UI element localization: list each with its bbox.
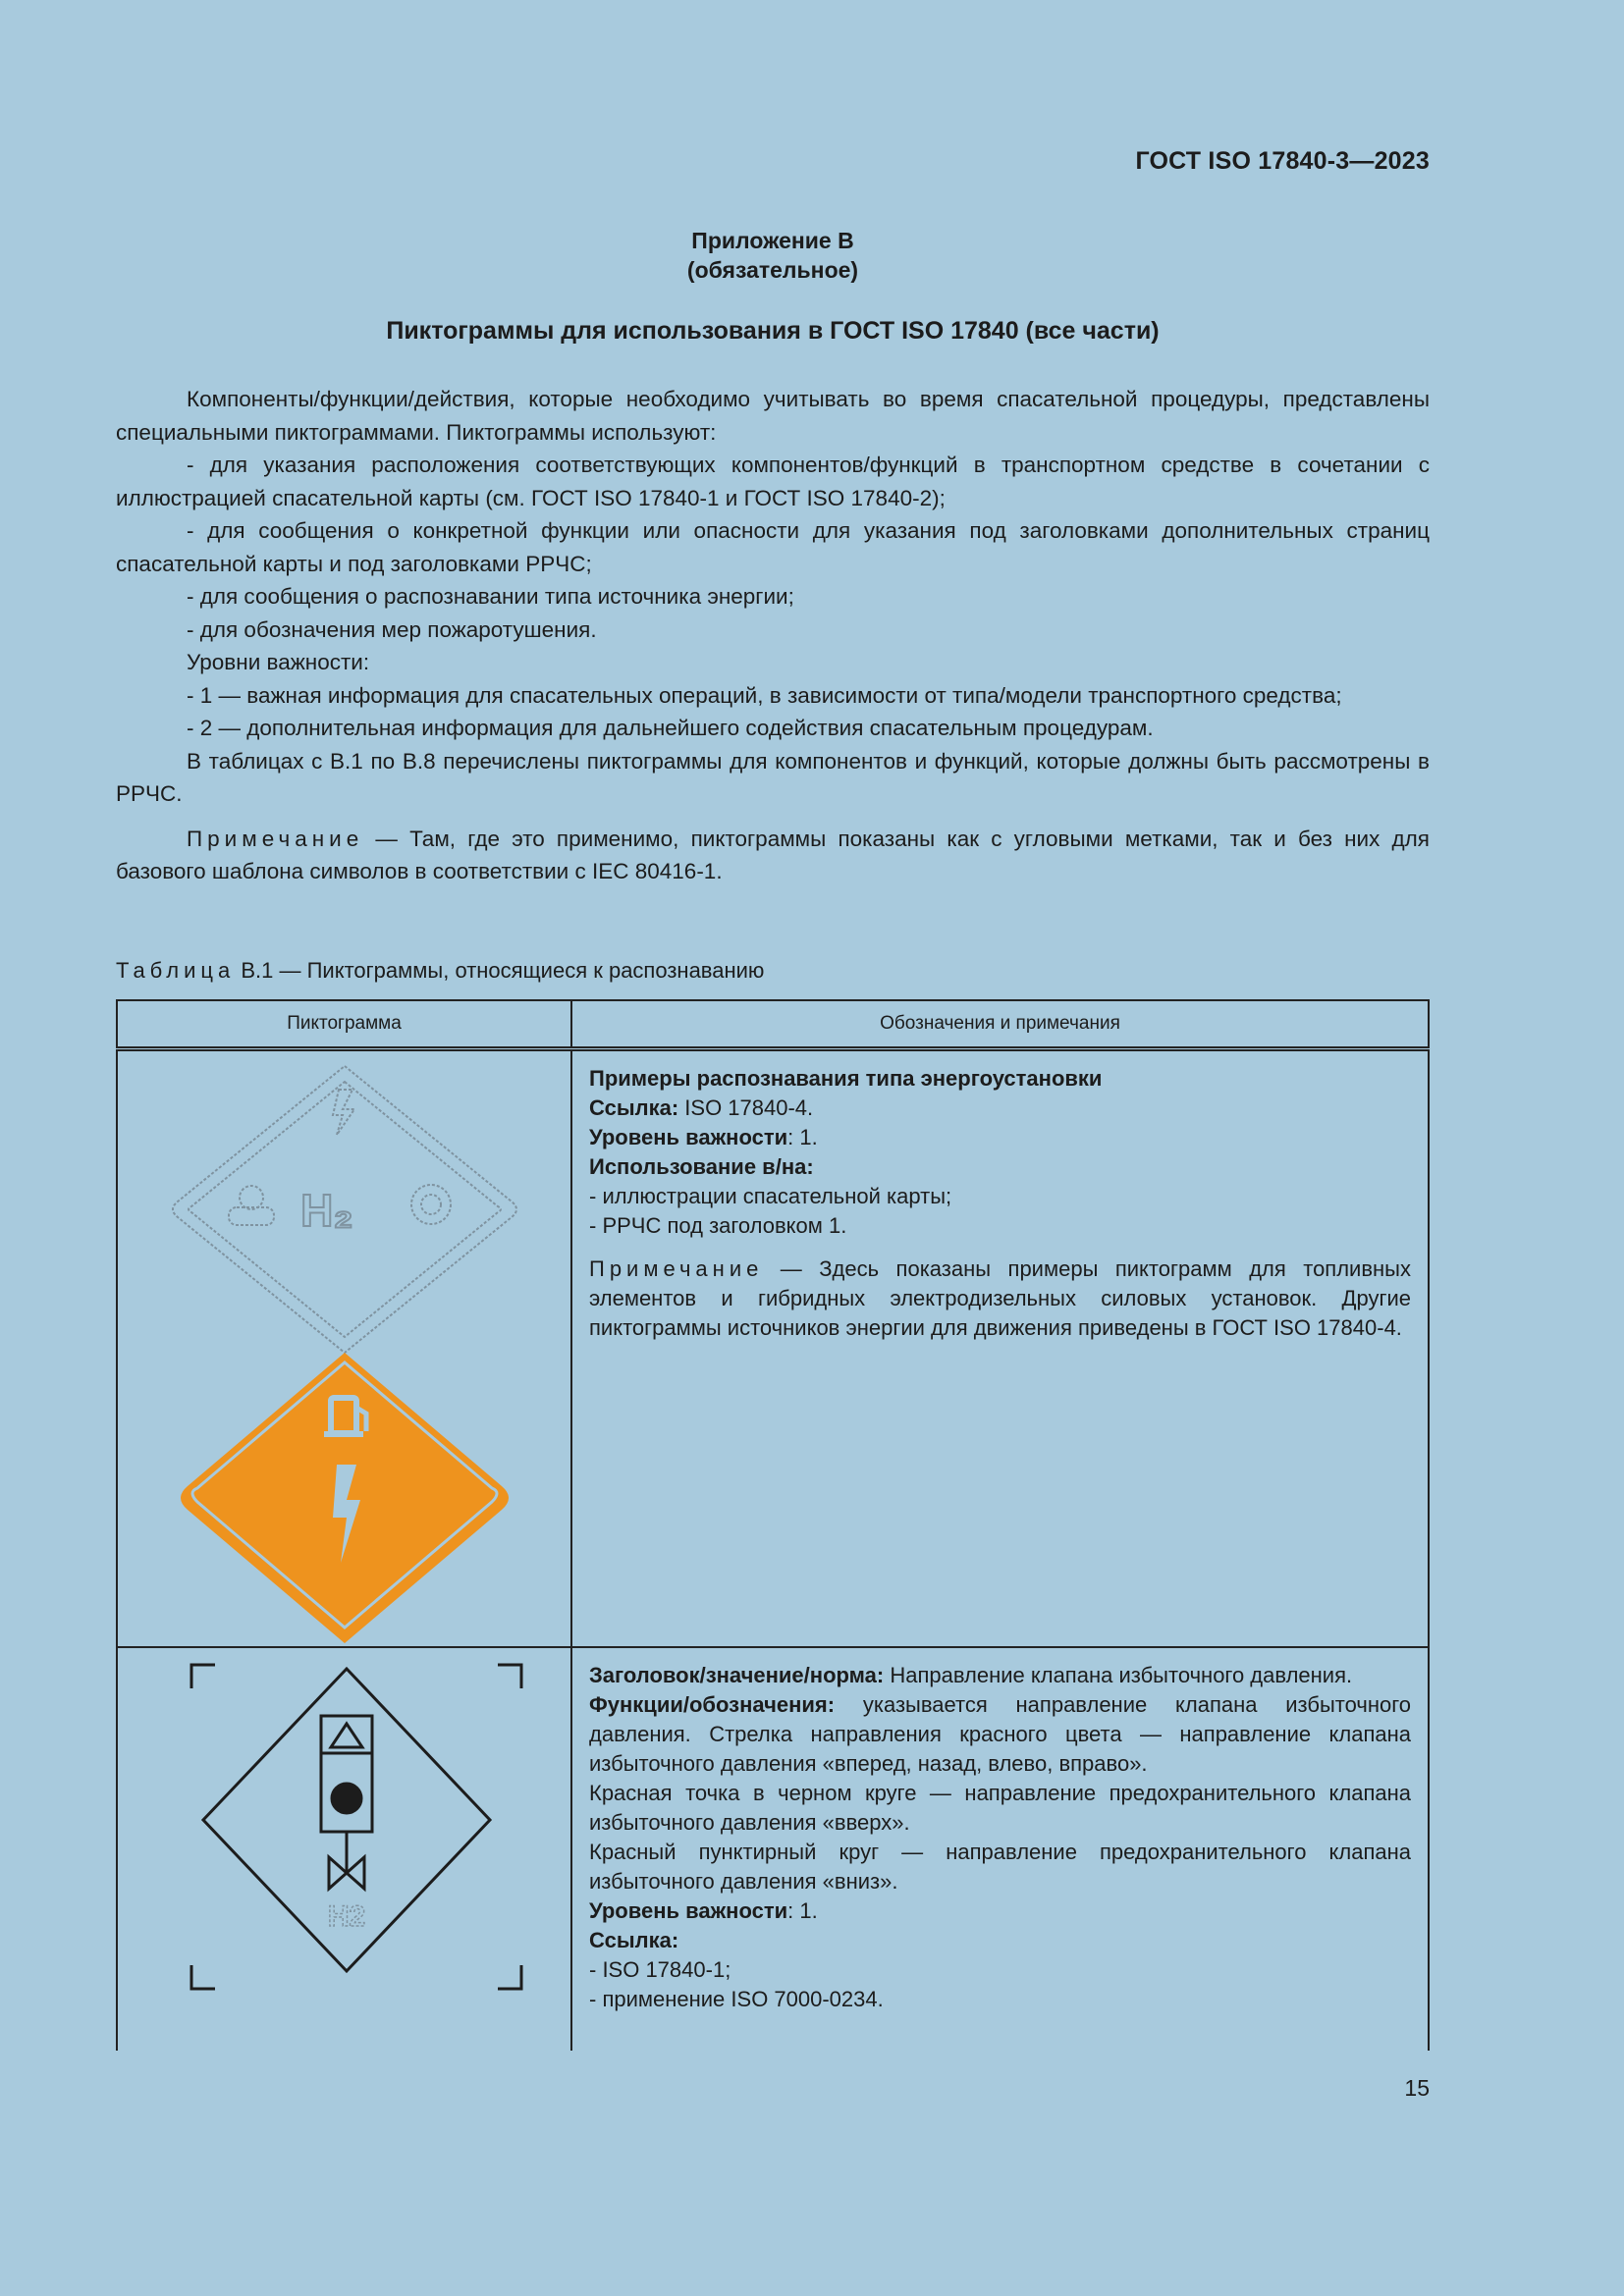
energy-type-pictograms [119,1052,569,1645]
paragraph: Уровни важности: [187,650,370,674]
reference-line [589,1094,1411,1123]
reference-label: Ссылка: [589,1095,679,1120]
heading-line [589,1661,1411,1690]
importance-label: Уровень важности [589,1125,788,1149]
column-header-pictogram: Пиктограмма [117,1000,571,1049]
pressure-relief-valve-pictogram [119,1649,569,2050]
function-value: указывается направление клапана избыточного давления. Стрелка направления красного цвета — направление клапана избыточного давления «вперед, назад, влево, вправо». [589,1692,1411,1776]
reference-item: - ISO 17840-1; [589,1957,731,1982]
paragraph: - 2 — дополнительная информация для дальнейшего содействия спасательным процедурам. [187,716,1154,740]
importance-line [589,1896,1411,1926]
notes-text [573,1052,1427,1343]
red-circle-line: Красный пунктирный круг — направление предохранительного клапана избыточного давления «вниз». [589,1840,1411,1894]
page-number: 15 [1404,2075,1430,2101]
importance-line [589,1123,1411,1152]
corner-marks-icon [191,1665,521,1989]
heading-label: Заголовок/значение/норма: [589,1663,885,1687]
pictogram-cell [117,1647,571,2051]
note-paragraph [116,823,1430,888]
annex-status: (обязательное) [686,257,859,283]
h2-label: H2 [327,1900,366,1933]
annex-title [116,226,1430,285]
paragraph: - для указания расположения соответствующих компонентов/функций в транспортном средстве в сочетании с иллюстрацией спасательной карты (см. ГОСТ ISO 17840-1 и ГОСТ ISO 17840-2); [116,453,1430,510]
reference-item: - применение ISO 7000-0234. [589,1987,884,2011]
reference-label: Ссылка: [589,1928,679,1952]
paragraph: - 1 — важная информация для спасательных операций, в зависимости от типа/модели транспортного средства; [187,682,1342,708]
hybrid-electric-icon [181,1353,509,1643]
hydrogen-label: H₂ [300,1185,353,1236]
importance-value: : 1. [787,1125,818,1149]
table-row [117,1647,1429,2051]
paragraph: Компоненты/функции/действия, которые необходимо учитывать во время спасательной процедуры, представлены специальными пиктограммами. Пиктограммы используют: [116,387,1430,445]
pressure-valve-icon [321,1716,372,1889]
note-text: — Там, где это применимо, пиктограммы показаны как с угловыми метками, так и без них для базового шаблона символов в соответствии с IEC 80416-1. [116,826,1430,883]
table-caption [116,958,764,984]
reference-value: ISO 17840-4. [678,1095,814,1120]
importance-label: Уровень важности [589,1898,788,1923]
note-label: Примечание [187,826,364,851]
pictogram-cell [117,1049,571,1648]
body-text [116,383,1430,888]
table-caption-label: Таблица [116,958,236,983]
table-row [117,1049,1429,1648]
annex-label: Приложение B [691,228,854,253]
pictogram-table [116,999,1430,2051]
usage-item: - иллюстрации спасательной карты; [589,1184,952,1208]
importance-value: : 1. [787,1898,818,1923]
row-title: Примеры распознавания типа энергоустановки [589,1066,1103,1091]
row-note [589,1255,1411,1343]
annex-heading: Пиктограммы для использования в ГОСТ ISO 17840 (все части) [386,317,1160,345]
paragraph: - для сообщения о распознавании типа источника энергии; [187,584,794,609]
notes-cell [571,1647,1429,2051]
paragraph: - для сообщения о конкретной функции или опасности для указания под заголовками дополнительных страниц спасательной карты и под заголовками РРЧС; [116,518,1430,576]
red-dot-line: Красная точка в черном круге — направление предохранительного клапана избыточного давления «вверх». [589,1781,1411,1835]
note-text: — Здесь показаны примеры пиктограмм для топливных элементов и гибридных электродизельных силовых установок. Другие пиктограммы источников энергии для движения приведены в ГОСТ ISO 17840-4. [589,1256,1411,1340]
usage-item: - РРЧС под заголовком 1. [589,1213,847,1238]
paragraph: - для обозначения мер пожаротушения. [187,616,597,642]
notes-cell [571,1049,1429,1648]
table-caption-text: В.1 — Пиктограммы, относящиеся к распознаванию [235,958,765,983]
column-header-notes: Обозначения и примечания [571,1000,1429,1049]
document-number: ГОСТ ISO 17840-3—2023 [1135,147,1430,175]
paragraph: В таблицах с В.1 по В.8 перечислены пиктограммы для компонентов и функций, которые должны быть рассмотрены в РРЧС. [116,748,1430,806]
function-label: Функции/обозначения: [589,1692,836,1717]
function-line [589,1690,1411,1779]
notes-text [573,1649,1427,2014]
heading-value: Направление клапана избыточного давления. [884,1663,1353,1687]
note-label: Примечание [589,1256,764,1281]
usage-label: Использование в/на: [589,1154,814,1179]
